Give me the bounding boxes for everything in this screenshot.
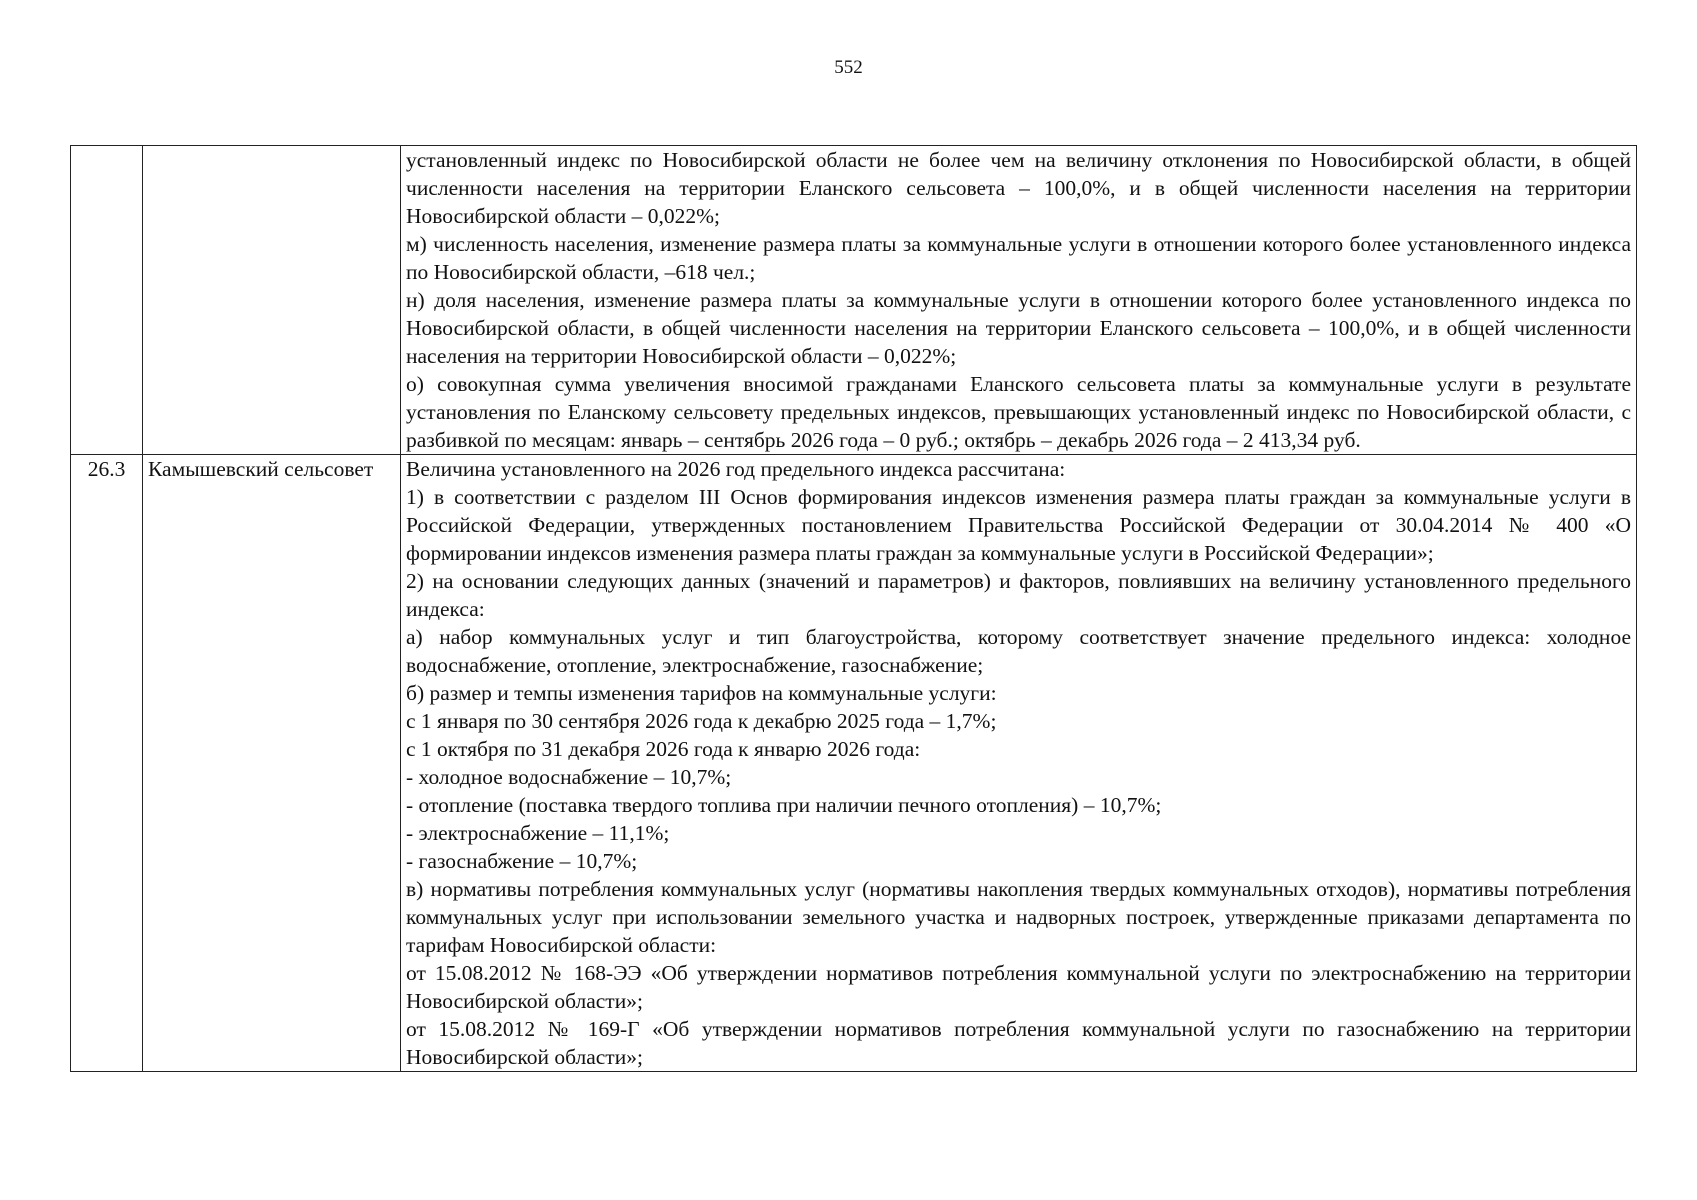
paragraph: 1) в соответствии с разделом III Основ формирования индексов изменения размера платы граждан за коммунальные услуги в Российской Федерации, утвержденных постановлением Правительства Российской Федерации от 30.04.2014 № 400 «О формировании индексов изменения размера платы граждан за коммунальные услуги в Российской Федерации»; — [406, 485, 1631, 565]
paragraph: установленный индекс по Новосибирской области не более чем на величину отклонения по Новосибирской области, в общей численности населения на территории Еланского сельсовета – 100,0%, и в общей численности населения на территории Новосибирской области – 0,022%; — [406, 148, 1631, 228]
description-cell — [401, 146, 1637, 455]
paragraph: м) численность населения, изменение размера платы за коммунальные услуги в отношении которого более установленного индекса по Новосибирской области, –618 чел.; — [406, 232, 1631, 284]
paragraph: от 15.08.2012 № 169-Г «Об утверждении нормативов потребления коммунальной услуги по газоснабжению на территории Новосибирской области»; — [406, 1017, 1631, 1069]
paragraph: с 1 января по 30 сентября 2026 года к декабрю 2025 года – 1,7%; — [406, 709, 997, 733]
paragraph: о) совокупная сумма увеличения вносимой гражданами Еланского сельсовета платы за коммунальные услуги в результате установления по Еланскому сельсовету предельных индексов, превышающих установленный индекс по Новосибирской области, с разбивкой по месяцам: январь – сентябрь 2026 года – 0 руб.; октябрь – декабрь 2026 года – 2 413,34 руб. — [406, 372, 1631, 452]
paragraph: - холодное водоснабжение – 10,7%; — [406, 765, 732, 789]
paragraph: в) нормативы потребления коммунальных услуг (нормативы накопления твердых коммунальных отходов), нормативы потребления коммунальных услуг при использовании земельного участка и надворных построек, утвержденные приказами департамента по тарифам Новосибирской области: — [406, 877, 1631, 957]
paragraph: Величина установленного на 2026 год предельного индекса рассчитана: — [406, 457, 1066, 481]
description-cell — [401, 455, 1637, 1072]
document-table — [70, 145, 1637, 1072]
paragraph: а) набор коммунальных услуг и тип благоустройства, которому соответствует значение предельного индекса: холодное водоснабжение, отопление, электроснабжение, газоснабжение; — [406, 625, 1631, 677]
municipality-name-cell — [143, 146, 401, 455]
paragraph: - электроснабжение – 11,1%; — [406, 821, 670, 845]
paragraph: от 15.08.2012 № 168-ЭЭ «Об утверждении нормативов потребления коммунальной услуги по электроснабжению на территории Новосибирской области»; — [406, 961, 1631, 1013]
paragraph: с 1 октября по 31 декабря 2026 года к январю 2026 года: — [406, 737, 921, 761]
paragraph: н) доля населения, изменение размера платы за коммунальные услуги в отношении которого более установленного индекса по Новосибирской области, в общей численности населения на территории Еланского сельсовета – 100,0%, и в общей численности населения на территории Новосибирской области – 0,022%; — [406, 288, 1631, 368]
municipality-name-cell: Камышевский сельсовет — [143, 455, 401, 1072]
row-number-cell — [71, 146, 143, 455]
paragraph: б) размер и темпы изменения тарифов на коммунальные услуги: — [406, 681, 997, 705]
paragraph: 2) на основании следующих данных (значений и параметров) и факторов, повлиявших на величину установленного предельного индекса: — [406, 569, 1631, 621]
paragraph: - газоснабжение – 10,7%; — [406, 849, 638, 873]
table-row — [71, 455, 1637, 1072]
paragraph: - отопление (поставка твердого топлива при наличии печного отопления) – 10,7%; — [406, 793, 1162, 817]
table-row — [71, 146, 1637, 455]
page-number: 552 — [834, 57, 863, 78]
row-number-cell: 26.3 — [71, 455, 143, 1072]
